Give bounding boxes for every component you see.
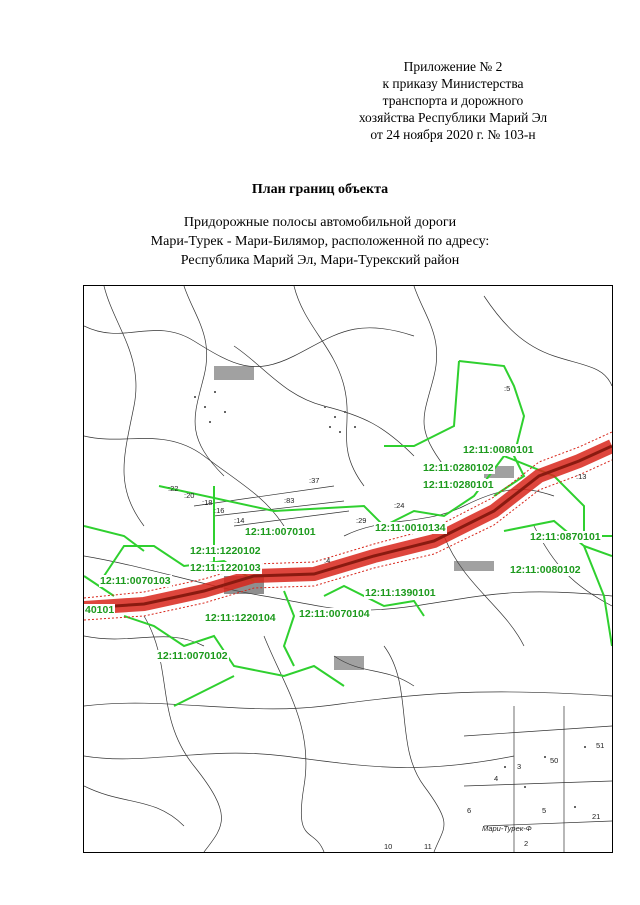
cadastral-label: 12:11:1220103 [190,562,261,574]
cadastral-label: 12:11:1220102 [190,545,261,557]
cadastral-label: 12:11:0070103 [100,575,171,587]
parcel-number: :14 [234,516,245,525]
parcel-number: :83 [284,496,295,505]
parcel-number: :13 [576,472,587,481]
cadastral-label: 12:11:0070101 [245,526,316,538]
page-title: План границ объекта [251,182,389,197]
parcel-number: :22 [168,484,179,493]
boundary-map[interactable] [83,285,613,853]
parcel-number: 3 [517,762,522,771]
cadastral-label: 12:11:0010134 [375,522,446,534]
parcel-number: 21 [592,812,601,821]
page-subtitle [0,213,640,270]
parcel-number: 4 [494,774,499,783]
appendix-line-4: хозяйства Республики Марий Эл [358,110,548,125]
cadastral-label: 12:11:0870101 [530,531,601,543]
appendix-line-5: от 24 ноября 2020 г. № 103-н [370,127,536,142]
parcel-number: :20 [184,491,195,500]
parcel-number: 10 [384,842,393,851]
cadastral-label: 40101 [85,604,115,616]
parcel-number: 50 [550,756,559,765]
cadastral-label: 12:11:0070102 [157,650,228,662]
parcel-number: :5 [504,384,511,393]
map-road-caption: Мари-Турек-Ф [482,824,532,833]
cadastral-label: 12:11:0080101 [463,444,534,456]
parcel-number: :29 [356,516,367,525]
cadastral-label: 12:11:0280102 [423,462,494,474]
appendix-block [338,58,568,143]
parcel-number: 6 [467,806,472,815]
subtitle-line-1: Придорожные полосы автомобильной дороги [183,215,457,230]
parcel-number: 51 [596,741,605,750]
subtitle-line-2: Мари-Турек - Мари-Билямор, расположенной по адресу: [150,234,490,249]
parcel-number: :4 [324,556,331,565]
parcel-number: :24 [394,501,405,510]
appendix-line-1: Приложение № 2 [403,59,503,74]
parcel-number: :18 [202,498,213,507]
cadastral-label: 12:11:1220104 [205,612,276,624]
cadastral-label: 12:11:1390101 [365,587,436,599]
appendix-line-2: к приказу Министерства [382,76,524,91]
parcel-number: :37 [309,476,320,485]
parcel-number: 2 [524,839,529,848]
cadastral-label: 12:11:0080102 [510,564,581,576]
cadastral-label: 12:11:0070104 [299,608,370,620]
subtitle-line-3: Республика Марий Эл, Мари-Турекский район [180,253,460,268]
parcel-number: 5 [542,806,547,815]
appendix-line-3: транспорта и дорожного [382,93,524,108]
parcel-number: 11 [424,842,432,851]
parcel-number: :16 [214,506,225,515]
cadastral-label: 12:11:0280101 [423,479,494,491]
